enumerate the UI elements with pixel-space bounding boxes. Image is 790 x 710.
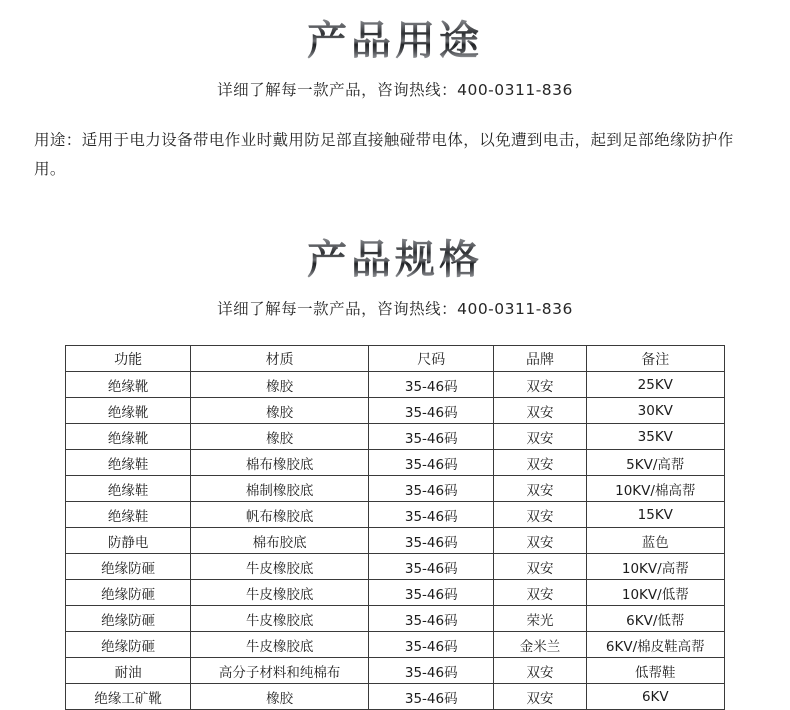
table-row bbox=[66, 606, 725, 632]
table-cell: 双安 bbox=[494, 450, 586, 476]
usage-title-wrap bbox=[0, 18, 790, 64]
table-cell: 高分子材料和纯棉布 bbox=[191, 658, 369, 684]
table-cell: 35-46码 bbox=[369, 372, 494, 398]
table-cell: 15KV bbox=[586, 502, 724, 528]
table-cell: 10KV/低帮 bbox=[586, 580, 724, 606]
table-cell: 绝缘防砸 bbox=[66, 606, 191, 632]
table-cell: 牛皮橡胶底 bbox=[191, 606, 369, 632]
table-row bbox=[66, 528, 725, 554]
usage-section-title: 产品用途 bbox=[0, 18, 790, 64]
table-cell: 35-46码 bbox=[369, 632, 494, 658]
table-cell: 6KV/低帮 bbox=[586, 606, 724, 632]
table-cell: 35-46码 bbox=[369, 580, 494, 606]
table-cell: 35-46码 bbox=[369, 398, 494, 424]
table-row bbox=[66, 476, 725, 502]
table-header-cell: 功能 bbox=[66, 346, 191, 372]
table-cell: 35-46码 bbox=[369, 424, 494, 450]
table-cell: 橡胶 bbox=[191, 684, 369, 710]
table-cell: 双安 bbox=[494, 502, 586, 528]
spec-title-wrap bbox=[0, 237, 790, 283]
table-cell: 绝缘靴 bbox=[66, 372, 191, 398]
table-cell: 35KV bbox=[586, 424, 724, 450]
table-cell: 双安 bbox=[494, 372, 586, 398]
table-cell: 35-46码 bbox=[369, 684, 494, 710]
usage-description: 用途：适用于电力设备带电作业时戴用防足部直接触碰带电体，以免遭到电击，起到足部绝缘防护作用。 bbox=[34, 131, 734, 178]
table-cell: 荣光 bbox=[494, 606, 586, 632]
table-cell: 35-46码 bbox=[369, 554, 494, 580]
table-cell: 蓝色 bbox=[586, 528, 724, 554]
table-header-cell: 品牌 bbox=[494, 346, 586, 372]
table-cell: 防静电 bbox=[66, 528, 191, 554]
table-cell: 35-46码 bbox=[369, 502, 494, 528]
spec-section-title: 产品规格 bbox=[0, 237, 790, 283]
table-cell: 绝缘鞋 bbox=[66, 450, 191, 476]
table-cell: 橡胶 bbox=[191, 398, 369, 424]
table-cell: 双安 bbox=[494, 398, 586, 424]
table-cell: 双安 bbox=[494, 424, 586, 450]
table-cell: 棉布橡胶底 bbox=[191, 450, 369, 476]
table-cell: 棉布胶底 bbox=[191, 528, 369, 554]
table-cell: 橡胶 bbox=[191, 372, 369, 398]
table-row bbox=[66, 684, 725, 710]
table-row bbox=[66, 424, 725, 450]
table-cell: 30KV bbox=[586, 398, 724, 424]
spec-table-wrap bbox=[65, 345, 725, 710]
table-cell: 双安 bbox=[494, 476, 586, 502]
table-header-cell: 尺码 bbox=[369, 346, 494, 372]
table-row bbox=[66, 398, 725, 424]
table-cell: 牛皮橡胶底 bbox=[191, 632, 369, 658]
table-cell: 双安 bbox=[494, 580, 586, 606]
table-row bbox=[66, 450, 725, 476]
table-cell: 35-46码 bbox=[369, 450, 494, 476]
table-cell: 25KV bbox=[586, 372, 724, 398]
table-cell: 耐油 bbox=[66, 658, 191, 684]
table-row bbox=[66, 580, 725, 606]
table-cell: 棉制橡胶底 bbox=[191, 476, 369, 502]
table-cell: 绝缘防砸 bbox=[66, 632, 191, 658]
table-cell: 6KV bbox=[586, 684, 724, 710]
table-cell: 35-46码 bbox=[369, 528, 494, 554]
table-cell: 绝缘靴 bbox=[66, 398, 191, 424]
table-cell: 绝缘工矿靴 bbox=[66, 684, 191, 710]
table-cell: 6KV/棉皮鞋高帮 bbox=[586, 632, 724, 658]
table-cell: 牛皮橡胶底 bbox=[191, 554, 369, 580]
table-cell: 绝缘防砸 bbox=[66, 580, 191, 606]
usage-subtitle: 详细了解每一款产品，咨询热线：400-0311-836 bbox=[217, 81, 573, 99]
table-cell: 帆布橡胶底 bbox=[191, 502, 369, 528]
table-header-cell: 材质 bbox=[191, 346, 369, 372]
table-cell: 绝缘鞋 bbox=[66, 502, 191, 528]
table-cell: 绝缘靴 bbox=[66, 424, 191, 450]
table-cell: 35-46码 bbox=[369, 606, 494, 632]
table-cell: 35-46码 bbox=[369, 476, 494, 502]
table-header-cell: 备注 bbox=[586, 346, 724, 372]
table-row bbox=[66, 658, 725, 684]
spec-subtitle: 详细了解每一款产品，咨询热线：400-0311-836 bbox=[217, 300, 573, 319]
table-cell: 10KV/棉高帮 bbox=[586, 476, 724, 502]
table-row bbox=[66, 502, 725, 528]
table-row bbox=[66, 554, 725, 580]
table-header-row bbox=[66, 346, 725, 372]
table-cell: 金米兰 bbox=[494, 632, 586, 658]
table-cell: 牛皮橡胶底 bbox=[191, 580, 369, 606]
table-cell: 双安 bbox=[494, 528, 586, 554]
table-cell: 5KV/高帮 bbox=[586, 450, 724, 476]
table-row bbox=[66, 372, 725, 398]
table-cell: 橡胶 bbox=[191, 424, 369, 450]
table-cell: 10KV/高帮 bbox=[586, 554, 724, 580]
spec-table bbox=[65, 345, 725, 710]
table-cell: 双安 bbox=[494, 684, 586, 710]
product-detail-page bbox=[0, 18, 790, 707]
table-row bbox=[66, 632, 725, 658]
table-cell: 双安 bbox=[494, 658, 586, 684]
table-cell: 低帮鞋 bbox=[586, 658, 724, 684]
table-cell: 绝缘鞋 bbox=[66, 476, 191, 502]
table-cell: 双安 bbox=[494, 554, 586, 580]
table-cell: 35-46码 bbox=[369, 658, 494, 684]
table-cell: 绝缘防砸 bbox=[66, 554, 191, 580]
